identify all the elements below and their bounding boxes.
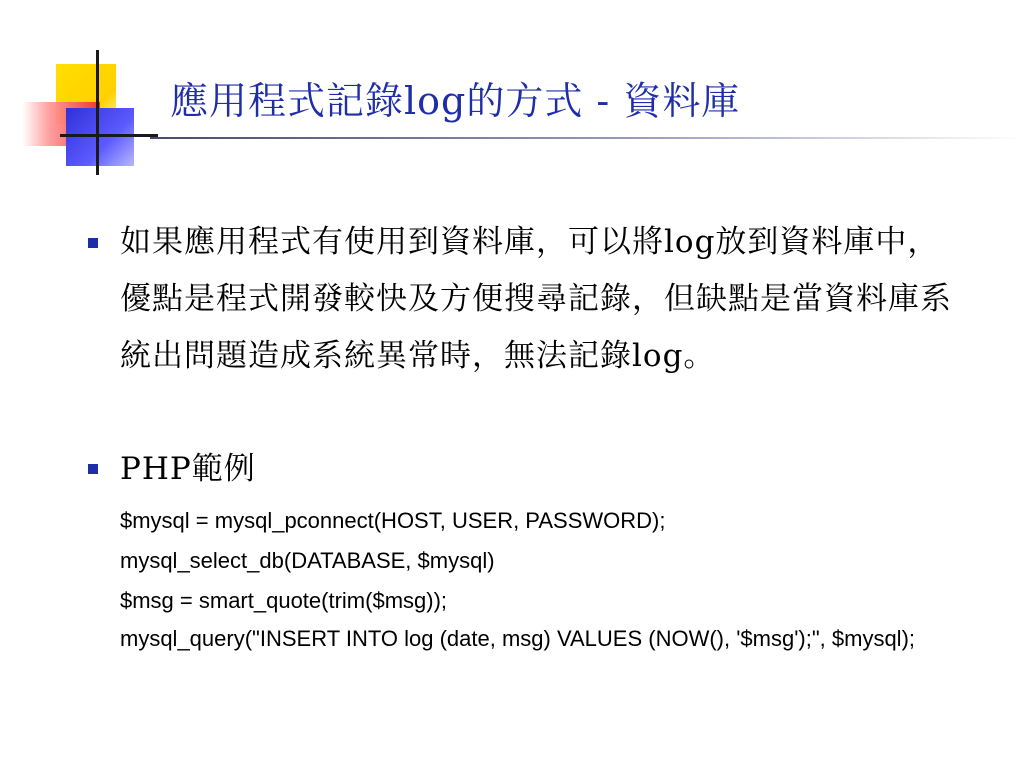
logo-horizontal-line	[60, 134, 158, 137]
slide-title: 應用程式記錄log的方式 - 資料庫	[170, 79, 741, 123]
code-line: $msg = smart_quote(trim($msg));	[120, 588, 448, 613]
logo-vertical-line	[96, 50, 99, 175]
code-line: mysql_select_db(DATABASE, $mysql)	[120, 548, 495, 573]
title-divider	[150, 137, 1024, 139]
bullet-text-php-example: PHP範例	[120, 451, 256, 487]
code-line: mysql_query("INSERT INTO log (date, msg) VALUES (NOW(), '$msg');", $mysql);	[120, 626, 916, 651]
square-bullet-icon	[88, 464, 98, 474]
logo-blue-square	[66, 108, 134, 166]
code-line: $mysql = mysql_pconnect(HOST, USER, PASSWORD);	[120, 508, 666, 533]
square-bullet-icon	[88, 238, 98, 248]
bullet-text-description: 如果應用程式有使用到資料庫，可以將log放到資料庫中，優點是程式開發較快及方便搜尋記錄，但缺點是當資料庫系統出問題造成系統異常時，無法記錄log。	[120, 224, 952, 374]
